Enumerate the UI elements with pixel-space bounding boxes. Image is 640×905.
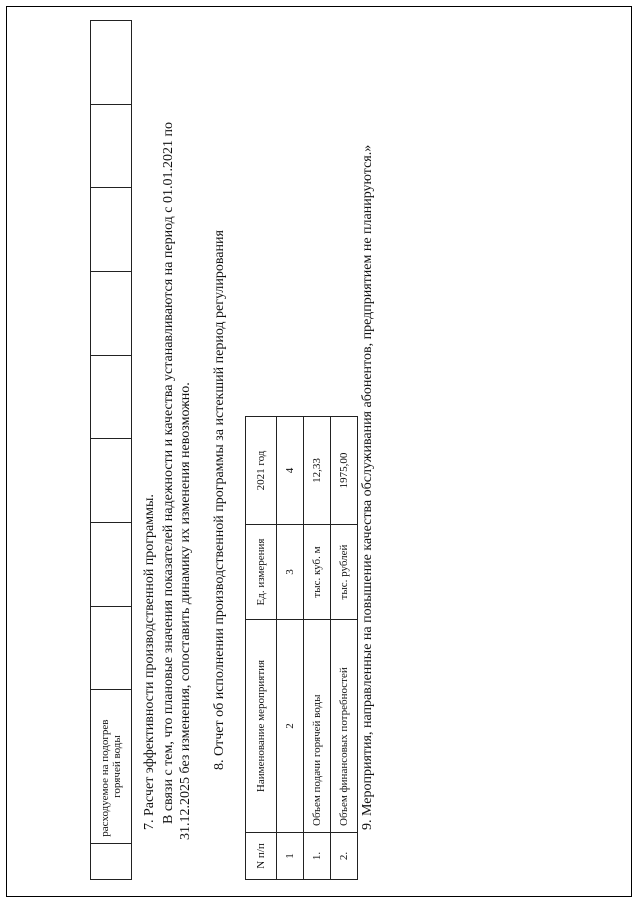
section-8-title: 8. Отчет об исполнении производственной программы за истекший период регулирования [212,230,227,770]
activity-name-cell: Объем финансовых потребностей [331,620,358,833]
table-cell-empty [91,439,132,523]
section-7-title: 7. Расчет эффективности производственной программы. [142,494,157,830]
table-heating-continued [90,20,132,880]
table-row [304,417,331,880]
section-7-paragraph: В связи с тем, что плановые значения показателей надежности и качества устанавливаются на период с 01.01.2021 по 31.12.2025 без изменения, сопоставить динамику их изменения невозможно. [161,122,193,840]
header-cell-year: 2021 год [246,417,277,525]
table-cell-empty [91,523,132,607]
header-cell-number: N п/п [246,833,277,880]
numbering-cell: 2 [277,620,304,833]
unit-cell: тыс. рублей [331,525,358,620]
value-cell: 1975,00 [331,417,358,525]
activity-name-cell: Объем подачи горячей воды [304,620,331,833]
row-number-cell: 2. [331,833,358,880]
unit-cell: тыс. куб. м [304,525,331,620]
table-row [91,21,132,880]
table-cell-empty [91,355,132,439]
table-cell-empty [91,188,132,272]
section-9-text: 9. Мероприятия, направленные на повышение качества обслуживания абонентов, предприятием не планируются.» [360,144,375,830]
table-cell-empty [91,843,132,879]
row-label-line2: горячей воды [111,735,123,798]
table-row [331,417,358,880]
table-cell-empty [91,606,132,690]
table-cell-empty [91,272,132,356]
numbering-cell: 4 [277,417,304,525]
value-cell: 12,33 [304,417,331,525]
header-cell-activity: Наименование мероприятия [246,620,277,833]
table-cell-row-label [91,690,132,843]
numbering-cell: 3 [277,525,304,620]
table-cell-empty [91,104,132,188]
rotated-document-page [30,20,590,880]
header-cell-unit: Ед. измерения [246,525,277,620]
table-header-row [246,417,277,880]
row-label-line1: расходуемое на подогрев [99,719,111,837]
table-numbering-row [277,417,304,880]
row-number-cell: 1. [304,833,331,880]
table-cell-empty [91,21,132,105]
numbering-cell: 1 [277,833,304,880]
report-table [245,416,358,880]
